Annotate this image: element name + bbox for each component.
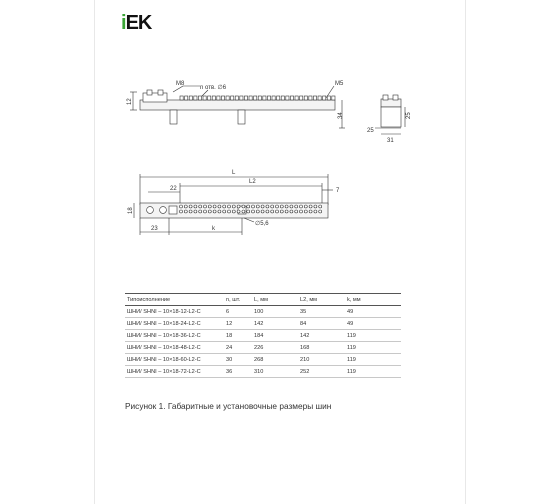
cell-type: ШНИ/ SHNI – 10×18-12-L2-C <box>125 306 224 318</box>
screw-hole <box>261 205 264 208</box>
col-header-type: Типоисполнение <box>125 294 224 306</box>
cell-k: 119 <box>345 330 401 342</box>
screw-head <box>254 96 257 100</box>
screw-hole <box>300 210 303 213</box>
screw-head <box>313 96 316 100</box>
screw-hole <box>228 205 231 208</box>
screw-head <box>249 96 252 100</box>
screw-head <box>277 96 280 100</box>
screw-hole <box>271 210 274 213</box>
screw-head <box>217 96 220 100</box>
label-hole56: ∅5,6 <box>255 221 269 227</box>
cell-k: 49 <box>345 306 401 318</box>
label-h25: 25 <box>406 112 412 119</box>
label-h12: 12 <box>127 98 133 105</box>
label-22: 22 <box>170 186 177 192</box>
screw-head <box>185 96 188 100</box>
cell-L: 184 <box>252 330 298 342</box>
cell-L: 268 <box>252 354 298 366</box>
cell-type: ШНИ/ SHNI – 10×18-60-L2-C <box>125 354 224 366</box>
screw-head <box>272 96 275 100</box>
screw-hole <box>184 205 187 208</box>
screw-head <box>309 96 312 100</box>
screw-head <box>267 96 270 100</box>
screw-head <box>221 96 224 100</box>
col-header-n: n, шт. <box>224 294 252 306</box>
label-m5: M5 <box>335 81 344 87</box>
table-header-row <box>125 294 401 306</box>
screw-hole <box>285 210 288 213</box>
screw-head <box>327 96 330 100</box>
screw-head <box>295 96 298 100</box>
screw-hole <box>247 210 250 213</box>
screw-hole <box>242 210 245 213</box>
cell-L2: 252 <box>298 366 345 378</box>
screw-hole <box>256 205 259 208</box>
cell-L2: 168 <box>298 342 345 354</box>
label-k: k <box>212 226 215 232</box>
figure-caption: Рисунок 1. Габаритные и установочные размеры шин <box>125 401 332 411</box>
screw-hole <box>314 210 317 213</box>
cell-L: 226 <box>252 342 298 354</box>
screw-head <box>263 96 266 100</box>
screw-hole <box>218 205 221 208</box>
screw-head <box>244 96 247 100</box>
cell-k: 119 <box>345 366 401 378</box>
screw-hole <box>271 205 274 208</box>
screw-hole <box>208 205 211 208</box>
screw-hole <box>199 205 202 208</box>
screw-head <box>226 96 229 100</box>
screw-hole <box>295 205 298 208</box>
brand-logo: iEK <box>121 12 152 34</box>
screw-head <box>300 96 303 100</box>
screw-hole <box>300 205 303 208</box>
cell-type: ШНИ/ SHNI – 10×18-36-L2-C <box>125 330 224 342</box>
screw-head <box>235 96 238 100</box>
screw-hole <box>319 210 322 213</box>
table-row <box>125 306 401 318</box>
dimensions-table <box>125 293 401 378</box>
screw-hole <box>189 210 192 213</box>
screw-hole <box>180 210 183 213</box>
screw-hole <box>290 210 293 213</box>
table-row <box>125 330 401 342</box>
screw-hole <box>285 205 288 208</box>
screw-head <box>208 96 211 100</box>
screw-hole <box>290 205 293 208</box>
top-view <box>134 174 333 235</box>
screw-hole <box>204 210 207 213</box>
label-h34: 34 <box>338 112 344 119</box>
cell-L2: 35 <box>298 306 345 318</box>
table-row <box>125 366 401 378</box>
screw-hole <box>266 205 269 208</box>
screw-hole <box>304 205 307 208</box>
section-view <box>375 95 405 134</box>
screw-hole <box>237 210 240 213</box>
screw-hole <box>309 205 312 208</box>
cell-type: ШНИ/ SHNI – 10×18-72-L2-C <box>125 366 224 378</box>
screw-hole <box>252 205 255 208</box>
screw-head <box>290 96 293 100</box>
cell-type: ШНИ/ SHNI – 10×18-48-L2-C <box>125 342 224 354</box>
screw-head <box>281 96 284 100</box>
screw-head <box>231 96 234 100</box>
screw-hole <box>314 205 317 208</box>
screw-head <box>323 96 326 100</box>
screw-hole <box>223 205 226 208</box>
screw-head <box>194 96 197 100</box>
screw-hole <box>237 205 240 208</box>
cell-n: 36 <box>224 366 252 378</box>
screw-hole <box>208 210 211 213</box>
screw-head <box>286 96 289 100</box>
screw-hole <box>280 210 283 213</box>
cell-n: 30 <box>224 354 252 366</box>
screw-hole <box>280 205 283 208</box>
label-holes: n отв. ∅6 <box>200 85 227 91</box>
label-L: L <box>232 170 236 176</box>
screw-hole <box>252 210 255 213</box>
screw-head <box>240 96 243 100</box>
screw-hole <box>304 210 307 213</box>
cell-k: 49 <box>345 318 401 330</box>
cell-k: 119 <box>345 354 401 366</box>
screw-hole <box>194 205 197 208</box>
screw-hole <box>256 210 259 213</box>
label-w25: 25 <box>367 128 374 134</box>
cell-n: 12 <box>224 318 252 330</box>
screw-head <box>189 96 192 100</box>
label-m8: M8 <box>176 81 185 87</box>
label-23: 23 <box>151 226 158 232</box>
col-header-k: k, мм <box>345 294 401 306</box>
table-row <box>125 342 401 354</box>
cell-n: 18 <box>224 330 252 342</box>
screw-hole <box>218 210 221 213</box>
col-header-L: L, мм <box>252 294 298 306</box>
screw-hole <box>204 205 207 208</box>
screw-head <box>318 96 321 100</box>
screw-hole <box>309 210 312 213</box>
screw-hole <box>223 210 226 213</box>
cell-L: 142 <box>252 318 298 330</box>
cell-L: 100 <box>252 306 298 318</box>
screw-hole <box>180 205 183 208</box>
screw-hole <box>199 210 202 213</box>
screw-hole <box>276 210 279 213</box>
screw-head <box>203 96 206 100</box>
label-L2: L2 <box>249 179 256 185</box>
cell-L: 310 <box>252 366 298 378</box>
screw-head <box>304 96 307 100</box>
screw-hole <box>213 210 216 213</box>
screw-hole <box>295 210 298 213</box>
screw-hole <box>213 205 216 208</box>
table-row <box>125 318 401 330</box>
screw-hole <box>319 205 322 208</box>
screw-head <box>332 96 335 100</box>
side-view <box>130 86 345 128</box>
col-header-L2: L2, мм <box>298 294 345 306</box>
label-18: 18 <box>128 207 134 214</box>
cell-L2: 210 <box>298 354 345 366</box>
screw-head <box>212 96 215 100</box>
screw-hole <box>247 205 250 208</box>
screw-hole <box>232 210 235 213</box>
screw-hole <box>276 205 279 208</box>
cell-type: ШНИ/ SHNI – 10×18-24-L2-C <box>125 318 224 330</box>
screw-head <box>198 96 201 100</box>
screw-hole <box>189 205 192 208</box>
screw-hole <box>266 210 269 213</box>
screw-hole <box>194 210 197 213</box>
screw-hole <box>232 205 235 208</box>
cell-n: 6 <box>224 306 252 318</box>
screw-head <box>258 96 261 100</box>
label-7: 7 <box>336 188 340 194</box>
cell-n: 24 <box>224 342 252 354</box>
screw-hole <box>228 210 231 213</box>
screw-hole <box>242 205 245 208</box>
label-w31: 31 <box>387 138 394 144</box>
screw-hole <box>184 210 187 213</box>
cell-L2: 142 <box>298 330 345 342</box>
screw-hole <box>261 210 264 213</box>
table-row <box>125 354 401 366</box>
screw-head <box>180 96 183 100</box>
cell-L2: 84 <box>298 318 345 330</box>
cell-k: 119 <box>345 342 401 354</box>
